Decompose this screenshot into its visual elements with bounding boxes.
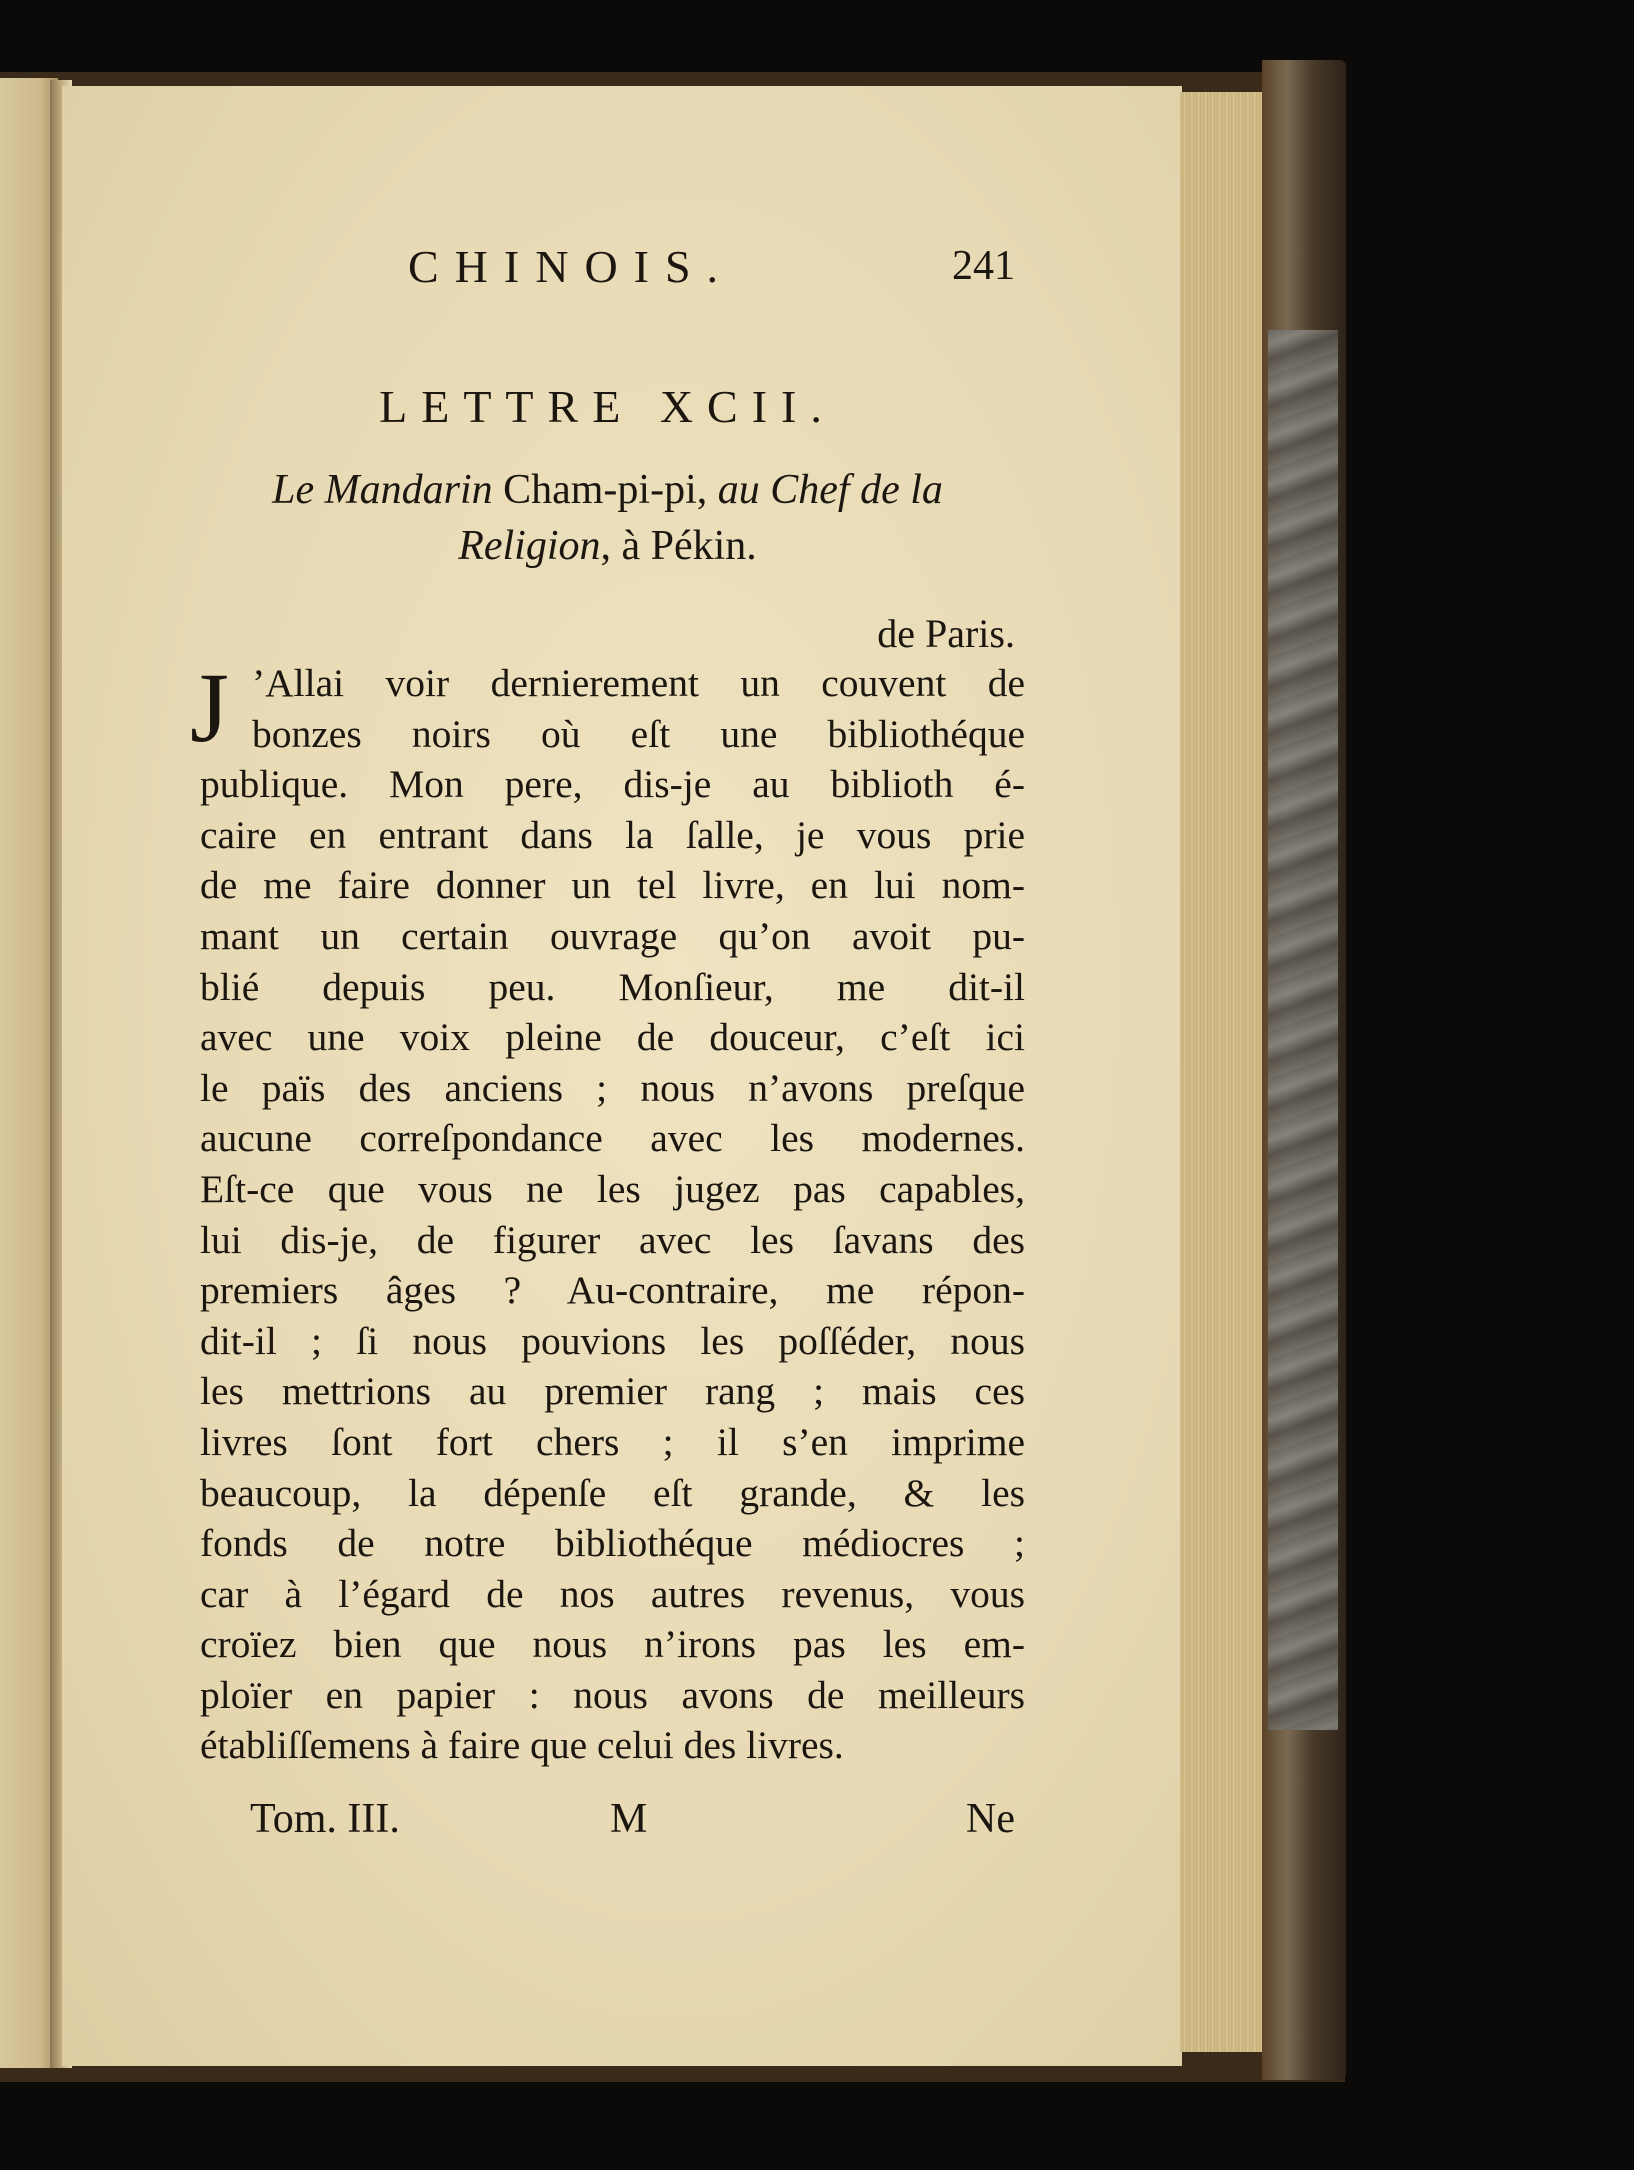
text-line: lui dis-je, de figurer avec les ſavans des bbox=[200, 1217, 1025, 1262]
text-line: premiers âges ? Au-contraire, me répon- bbox=[200, 1268, 1025, 1313]
subtitle-religion-italic: Religion bbox=[458, 523, 601, 569]
text-line: les mettrions au premier rang ; mais ces bbox=[200, 1369, 1025, 1414]
subtitle-place: , à Pékin. bbox=[600, 523, 757, 569]
letter-body bbox=[200, 658, 1025, 1771]
text-line: car à l’égard de nos autres revenus, vous bbox=[200, 1571, 1025, 1616]
text-line: fonds de notre bibliothéque médiocres ; bbox=[200, 1521, 1025, 1566]
running-title: CHINOIS. bbox=[408, 241, 735, 292]
subtitle-sender-italic: Le Mandarin bbox=[272, 467, 493, 513]
letter-subtitle bbox=[200, 462, 1015, 574]
dateline: de Paris. bbox=[877, 611, 1015, 656]
text-line: publique. Mon pere, dis-je au biblioth é- bbox=[200, 762, 1025, 807]
text-line: ploïer en papier : nous avons de meilleurs bbox=[200, 1672, 1025, 1717]
text-line: bonzes noirs où eſt une bibliothéque bbox=[252, 711, 1025, 756]
subtitle-sender-name: Cham-pi-pi, bbox=[492, 467, 718, 513]
text-line: dit-il ; ſi nous pouvions les poſſéder, nous bbox=[200, 1318, 1025, 1363]
text-line: caire en entrant dans la ſalle, je vous prie bbox=[200, 812, 1025, 857]
text-line: Eſt-ce que vous ne les jugez pas capables, bbox=[200, 1166, 1025, 1211]
text-line: avec une voix pleine de douceur, c’eſt ici bbox=[200, 1015, 1025, 1060]
letter-heading: LETTRE XCII. bbox=[379, 381, 836, 432]
text-line: mant un certain ouvrage qu’on avoit pu- bbox=[200, 913, 1025, 958]
text-line: aucune correſpondance avec les modernes. bbox=[200, 1116, 1025, 1161]
text-line: de me faire donner un tel livre, en lui nom- bbox=[200, 863, 1025, 908]
page-number: 241 bbox=[952, 243, 1015, 289]
drop-cap: J bbox=[190, 652, 229, 763]
text-line: blié depuis peu. Monſieur, me dit-il bbox=[200, 964, 1025, 1009]
text-line: ’Allai voir dernierement un couvent de bbox=[252, 661, 1025, 705]
volume-signature: Tom. III. bbox=[250, 1796, 400, 1842]
page-footer bbox=[190, 1795, 1025, 1855]
text-line: livres ſont fort chers ; il s’en imprime bbox=[200, 1419, 1025, 1464]
page-edges bbox=[1180, 92, 1262, 2052]
catchword: Ne bbox=[966, 1796, 1015, 1842]
text-line: établiſſemens à faire que celui des livres. bbox=[200, 1723, 844, 1768]
subtitle-recipient-italic: au Chef de la bbox=[717, 467, 943, 513]
signature-mark: M bbox=[610, 1796, 648, 1842]
text-line: beaucoup, la dépenſe eſt grande, & les bbox=[200, 1470, 1025, 1515]
cover-marbling bbox=[1268, 330, 1338, 1730]
text-line: le païs des anciens ; nous n’avons preſque bbox=[200, 1065, 1025, 1110]
text-line: croïez bien que nous n’irons pas les em- bbox=[200, 1622, 1025, 1667]
running-head bbox=[190, 240, 1025, 300]
